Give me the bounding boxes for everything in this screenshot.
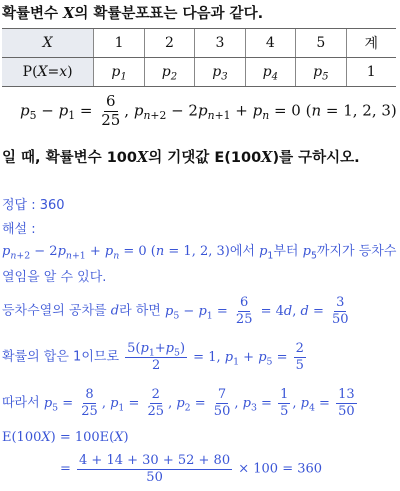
table-cell-p4: $p_4$: [245, 58, 295, 87]
main-equation: $p_5 - p_1$ = $\frac{6}{25}$ , $p_{n+2} - 2p_{n+1} + p_n = 0$ (n = 1, 2, 3): [20, 92, 397, 129]
explanation-line-6: = $\frac{4 + 14 + 30 + 52 + 80}{50}$ × 100 = 360: [60, 453, 323, 485]
table-header-total: 계: [346, 29, 396, 58]
explanation-label: 해설 :: [2, 222, 36, 237]
variable-x: X: [261, 149, 273, 166]
explanation-line-1-cont: 열임을 알 수 있다.: [2, 270, 107, 285]
table-header-row: [2, 29, 396, 58]
probability-distribution-table: [2, 28, 396, 87]
answer-value: 360: [39, 198, 65, 213]
variable-x: X: [63, 5, 75, 22]
table-header-cell: 2: [144, 29, 194, 58]
question-intro: 확률변수 X의 확률분포표는 다음과 같다.: [2, 5, 264, 22]
table-header-cell: 5: [296, 29, 346, 58]
variable-x: X: [136, 149, 149, 166]
explanation-line-4: 따라서 $p_5$ = $\frac{8}{25}$ , $p_1$ = $\frac{2}{25}$ , $p_2$ = $\frac{7}{50}$ , $p_3$ = $\frac{1}{5}$ , $p_4$ = $\frac{13}{50}$: [2, 387, 355, 419]
table-cell-p5: $p_5$: [296, 58, 346, 87]
question-ask: 일 때, 확률변수 100X의 기댓값 E(100X)를 구하시오.: [2, 149, 360, 166]
table-row-label: P(X=x): [2, 58, 94, 87]
explanation-line-2: 등차수열의 공차를 d라 하면 $p_5 - p_1$ = $\frac{6}{25}$ = 4d, d = $\frac{3}{50}$: [2, 295, 349, 327]
table-header-x: X: [2, 29, 94, 58]
table-header-cell: 4: [245, 29, 295, 58]
answer-line: [2, 194, 65, 213]
explanation-line-3: 확률의 합은 1이므로 $\frac{5(p_1+p_5)}{2}$ = 1, $p_1 + p_5$ = $\frac{2}{5}$: [2, 341, 304, 373]
table-cell-p2: $p_2$: [144, 58, 194, 87]
table-header-cell: 3: [195, 29, 245, 58]
table-header-cell: 1: [94, 29, 144, 58]
explanation-line-1: $p_{n+2} - 2p_{n+1} + p_n = 0$ (n = 1, 2, 3)에서 $p_1$부터 $p_5$까지가 등차수: [2, 244, 397, 262]
table-probability-row: [2, 58, 396, 87]
table-cell-p3: $p_3$: [195, 58, 245, 87]
explanation-line-5: E(100X) = 100E(X): [2, 430, 129, 445]
table-cell-p1: $p_1$: [94, 58, 144, 87]
table-cell-total: 1: [346, 58, 396, 87]
answer-label: 정답 :: [2, 198, 40, 213]
